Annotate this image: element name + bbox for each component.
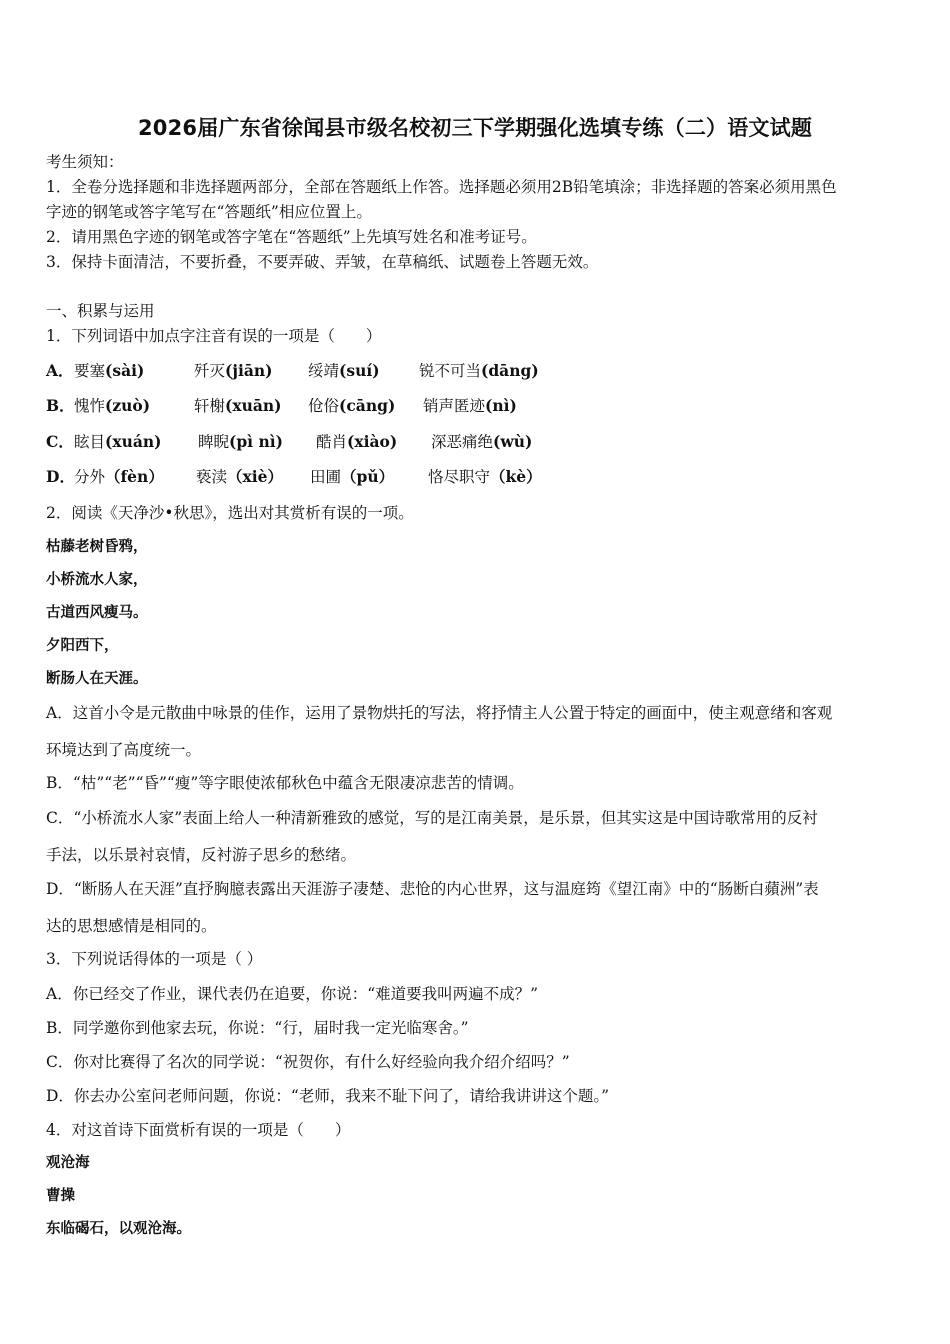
option-label: B． xyxy=(46,396,75,415)
word-item: 深恶痛绝(wù) xyxy=(431,432,533,451)
q2-option-b: B．“枯”“老”“昏”“瘦”等字眼使浓郁秋色中蕴含无限凄凉悲苦的情调。 xyxy=(46,774,524,792)
word-item: 亵渎（xiè） xyxy=(196,467,284,486)
notice-item-1: 1．全卷分选择题和非选择题两部分，全部在答题纸上作答。选择题必须用2B铅笔填涂；非选择题的答案必须用黑色 xyxy=(46,178,837,196)
word-item: 愧怍(zuò) xyxy=(74,396,151,415)
q2-option-d-cont: 达的思想感情是相同的。 xyxy=(46,917,217,935)
notice-item-1-cont: 字迹的钢笔或答字笔写在“答题纸”相应位置上。 xyxy=(46,203,372,221)
word-item: 田圃（pǔ） xyxy=(310,467,395,486)
poem-line: 小桥流水人家， xyxy=(46,572,148,588)
word-item: 销声匿迹(nì) xyxy=(423,396,517,415)
q3-option-a: A．你已经交了作业，课代表仍在追要，你说：“难道要我叫两遍不成？” xyxy=(46,985,539,1003)
word-item: 恪尽职守（kè） xyxy=(428,467,542,486)
poem-line: 东临碣石，以观沧海。 xyxy=(46,1221,191,1237)
q1-option-a xyxy=(46,361,539,381)
poem-line: 夕阳西下， xyxy=(46,638,119,654)
section-heading: 一、积累与运用 xyxy=(46,302,155,320)
word-item: 眩目(xuán) xyxy=(74,432,162,451)
page-title: 2026届广东省徐闻县市级名校初三下学期强化选填专练（二）语文试题 xyxy=(137,116,813,140)
word-item: 歼灭(jiān) xyxy=(194,361,273,380)
word-item: 轩榭(xuān) xyxy=(194,396,282,415)
option-label: A． xyxy=(46,361,74,380)
word-item: 分外（fèn） xyxy=(74,467,164,486)
q2-option-a: A．这首小令是元散曲中咏景的佳作，运用了景物烘托的写法，将抒情主人公置于特定的画面中，使主观意绪和客观 xyxy=(46,704,833,722)
q2-option-c-cont: 手法，以乐景衬哀情，反衬游子思乡的愁绪。 xyxy=(46,846,357,864)
poem-line: 古道西风瘦马。 xyxy=(46,605,148,621)
q3-option-c: C．你对比赛得了名次的同学说：“祝贺你，有什么好经验向我介绍介绍吗？” xyxy=(46,1053,570,1071)
q2-stem: 2．阅读《天净沙•秋思》，选出对其赏析有误的一项。 xyxy=(46,504,414,522)
q1-stem: 1．下列词语中加点字注音有误的一项是（ ） xyxy=(46,327,382,345)
q3-stem: 3．下列说话得体的一项是（ ） xyxy=(46,950,263,968)
q2-option-a-cont: 环境达到了高度统一。 xyxy=(46,741,202,759)
q1-option-d xyxy=(46,467,542,487)
word-item: 酷肖(xiào) xyxy=(316,432,398,451)
q2-option-d: D．“断肠人在天涯”直抒胸臆表露出天涯游子凄楚、悲怆的内心世界，这与温庭筠《望江南》中的“肠断白蘋洲”表 xyxy=(46,880,819,898)
q3-option-d: D．你去办公室问老师问题，你说：“老师，我来不耻下问了，请给我讲讲这个题。” xyxy=(46,1087,610,1105)
q2-option-c: C．“小桥流水人家”表面上给人一种清新雅致的感觉，写的是江南美景，是乐景，但其实这是中国诗歌常用的反衬 xyxy=(46,809,818,827)
word-item: 睥睨(pì nì) xyxy=(198,432,283,451)
poem-title: 观沧海 xyxy=(46,1155,90,1171)
poem-line: 枯藤老树昏鸦， xyxy=(46,539,148,555)
q4-stem: 4．对这首诗下面赏析有误的一项是（ ） xyxy=(46,1121,351,1139)
word-item: 要塞(sài) xyxy=(74,361,145,380)
notice-heading: 考生须知： xyxy=(46,153,124,171)
notice-item-2: 2．请用黑色字迹的钢笔或答字笔在“答题纸”上先填写姓名和准考证号。 xyxy=(46,228,537,246)
poem-line: 断肠人在天涯。 xyxy=(46,671,148,687)
word-item: 绥靖(suí) xyxy=(308,361,380,380)
q1-option-b xyxy=(46,396,517,416)
q3-option-b: B．同学邀你到他家去玩，你说：“行，届时我一定光临寒舍。” xyxy=(46,1019,469,1037)
poem-author: 曹操 xyxy=(46,1188,75,1204)
word-item: 锐不可当(dāng) xyxy=(419,361,539,380)
word-item: 伧俗(cāng) xyxy=(308,396,396,415)
option-label: D． xyxy=(46,467,75,486)
q1-option-c xyxy=(46,432,533,452)
option-label: C． xyxy=(46,432,74,451)
notice-item-3: 3．保持卡面清洁，不要折叠，不要弄破、弄皱，在草稿纸、试题卷上答题无效。 xyxy=(46,253,599,271)
